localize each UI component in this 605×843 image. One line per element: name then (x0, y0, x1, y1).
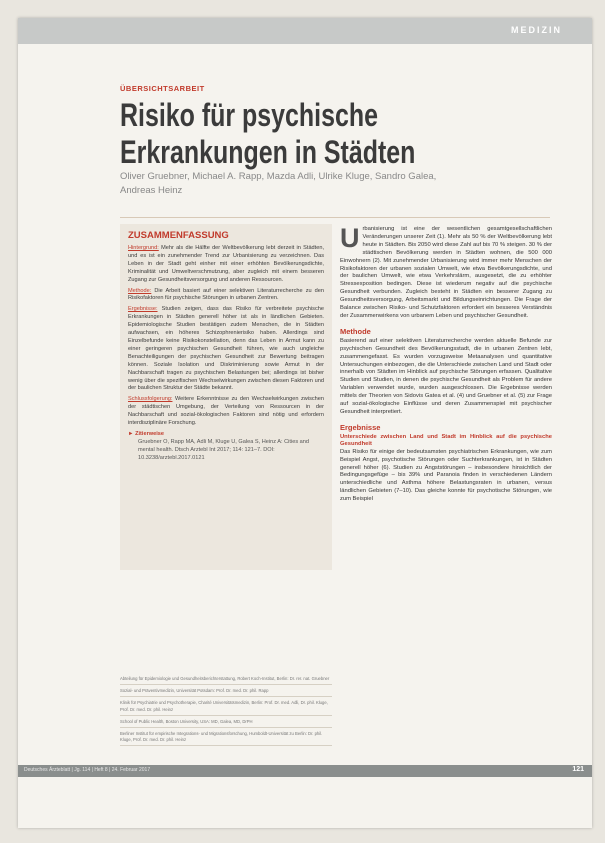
summary-methode (128, 288, 324, 304)
citation-block (128, 431, 324, 463)
ergebnisse-paragraph: Das Risiko für einige der bedeutsamsten psychiatrischen Erkrankungen, wie zum Beispiel Angst, psychotische Störungen oder Suchterkrankungen, ist in Städten generell höher (6). Studien zu Angststörungen – insbesondere hinsichtlich der Bedingungsgefüge – bis 39% und Paranoia finden in verschiedenen Ländern unterschiedliche und Asthma höhere Belastungsraten in urbanen, versus ländlichen Gebieten (7–10). Das gleiche konnte für psychotische Störungen, wie zum Beispiel (340, 448, 552, 503)
article-authors: Oliver Gruebner, Michael A. Rapp, Mazda Adli, Ulrike Kluge, Sandro Galea, Andreas Heinz (120, 171, 437, 196)
journal-citation: Deutsches Ärzteblatt | Jg. 114 | Heft 8 | 24. Februar 2017 (24, 767, 151, 773)
ergebnisse-label: Ergebnisse: (128, 306, 158, 313)
methode-label: Methode: (128, 287, 152, 294)
body-column (340, 223, 552, 504)
article-kicker: ÜBERSICHTSARBEIT (120, 84, 205, 93)
page-number: 121 (572, 766, 584, 773)
affiliation-footnotes (120, 675, 332, 748)
header-band (18, 18, 592, 44)
citation-text: Gruebner O, Rapp MA, Adli M, Kluge U, Galea S, Heinz A: Cities and mental health. Dtsch Arztebl Int 2017; 114: 121–7. DOI: 10.3238/arztebl.2017.0121 (138, 438, 309, 461)
footnote: Berliner Institut für empirische Integrations- und Migrationsforschung, Humboldt-Universität zu Berlin: Dr. phil. Kluge, Prof. Dr. med. Dr. phil. Heinz (120, 730, 332, 746)
schluss-label: Schlussfolgerung: (128, 396, 173, 403)
ergebnisse-text: Studien zeigen, dass das Risiko für verbreitete psychische Erkrankungen in Städten generell höher ist als in ländlichen Gebieten. Epidemiologische Studien bestätigen zudem Menschen, die in Städten aufwachsen, ein höheres Schizophrenierisiko haben. Allerdings sind Einzelbefunde keine Risikokonstellation, denn das Leben in Armut kann zu einer geringeren psychischen Gesundheit führen, wie auch ungleiche Benachteiligungen der psychischen Gesundheit zur Bewertung beitragen können. Soziale Isolation und Diskriminierung sowie Armut in der Nachbarschaft tragen zu psychischen Belastungen bei; allerdings ist bisher wenig über die spezifischen Wechselwirkungen zwischen diesen Faktoren und der baulichen Struktur der Städte bekannt. (128, 306, 324, 392)
intro-paragraph (340, 223, 552, 321)
methode-text: Die Arbeit basiert auf einer selektiven Literaturrecherche zu den Risikofaktoren für psychische Störungen in urbanen Zentren. (128, 287, 324, 302)
article-title: Risiko für psychische Erkrankungen in Städten (120, 97, 416, 170)
footnote: School of Public Health, Boston University, USA: MD, Galea, MD, DrPH (120, 718, 332, 728)
intro-text: rbanisierung ist eine der wesentlichen gesamtgesellschaftlichen Veränderungen unserer Zeit (1). Mehr als 50 % der Weltbevölkerung lebt heute in Städten. Bis 2050 wird diese Zahl auf bis 70 % steigen. 30 % der städtischen Bevölkerung werden in Städten wohnen, die 500 000 Einwohnern (2). Mit zunehmender Urbanisierung wird immer mehr Menschen der Risikofaktoren der urbanen sozialen Umwelt, wie etwa Bevölkerungsdichte, und der baulichen Umwelt, wie etwa Verkehrslärm, ausgesetzt, die zu erhöhter Stressexposition bedingen. Diese ist wiederum negativ auf die psychische Gesundheit verbunden. Zugleich besteht in Städten ein besserer Zugang zu Gesundheitsversorgung, Arbeitsmarkt und Bildungseinrichtungen. Die Frage der Balance zwischen Risiko- und Schutzfaktoren erfordert ein besseres Verständnis der Zusammenwirkens von urbanem Leben und psychischer Gesundheit. (340, 226, 552, 319)
ergebnisse-heading: Ergebnisse (340, 422, 381, 432)
methode-heading: Methode (340, 326, 371, 336)
hintergrund-text: Mehr als die Hälfte der Weltbevölkerung lebt derzeit in Städten, und es ist ein zunehmender Trend zur Urbanisierung zu verzeichnen. Das Leben in der Stadt geht einher mit einer erhöhten Bevölkerungsdichte, Kriminalität und Umweltverschmutzung, aber zugleich mit einem besseren Zugang zur Gesundheitsversorgung und anderen Ressourcen. (128, 245, 324, 283)
summary-schluss (128, 396, 324, 428)
summary-ergebnisse (128, 306, 324, 393)
schluss-text: Weitere Erkenntnisse zu den Wechselwirkungen zwischen der städtischen Umgebung, der Verteilung von Ressourcen in der Nachbarschaft und sozial-ökologischen Faktoren sind nötig und erfordern interdisziplinäre Forschung. (128, 396, 324, 427)
summary-hintergrund (128, 245, 324, 285)
hintergrund-label: Hintergrund: (128, 245, 159, 251)
footnote: Abteilung für Epidemiologie und Gesundheitsberichterstattung, Robert Koch-Institut, Berlin: Dr. rer. nat. Gruebner (120, 675, 332, 685)
footnote: Sozial- und Präventivmedizin, Universität Potsdam: Prof. Dr. med. Dr. phil. Rapp (120, 687, 332, 697)
summary-box (120, 224, 332, 570)
summary-heading: ZUSAMMENFASSUNG (128, 230, 229, 241)
methode-paragraph: Basierend auf einer selektiven Literaturrecherche werden aktuelle Befunde zur psychischen Gesundheit des Bevölkerungsstadt, die in urbanen Zentren lebt, zusammengefasst. Es wurden vorzugsweise Metaanalysen und quantitative Untersuchungen einbezogen, die die Unterschiede zwischen Land und Stadt oder innerhalb von Städten im Hinblick auf psychische Störungen erfassen. Qualitative Studien und Studien, in denen die psychische Gesundheit als Problem für andere Variablen verwendet wurde, wurden ausgeschlossen. Die Ergebnisse werden mittels der Theorien von Sidovis Gatea et al. (4) und Gruebner et al. (5) zur Frage auf sozial-ökologische Einflüsse und deren Zusammenspiel mit psychischer Gesundheit interpretiert. (340, 337, 552, 415)
drop-cap: U (340, 223, 360, 253)
section-label: MEDIZIN (511, 25, 562, 35)
footnote: Klinik für Psychiatrie und Psychotherapie, Charité Universitätsmedizin, Berlin: Prof. Dr. med. Adli, Dr. phil. Kluge, Prof. Dr. med. Dr. phil. Heinz (120, 699, 332, 715)
ergebnisse-subheading: Unterschiede zwischen Land und Stadt im Hinblick auf die psychische Gesundheit (340, 433, 552, 448)
page-footer (18, 765, 592, 777)
citation-heading: ► Zitierweise (128, 430, 165, 437)
header-divider (120, 217, 550, 218)
